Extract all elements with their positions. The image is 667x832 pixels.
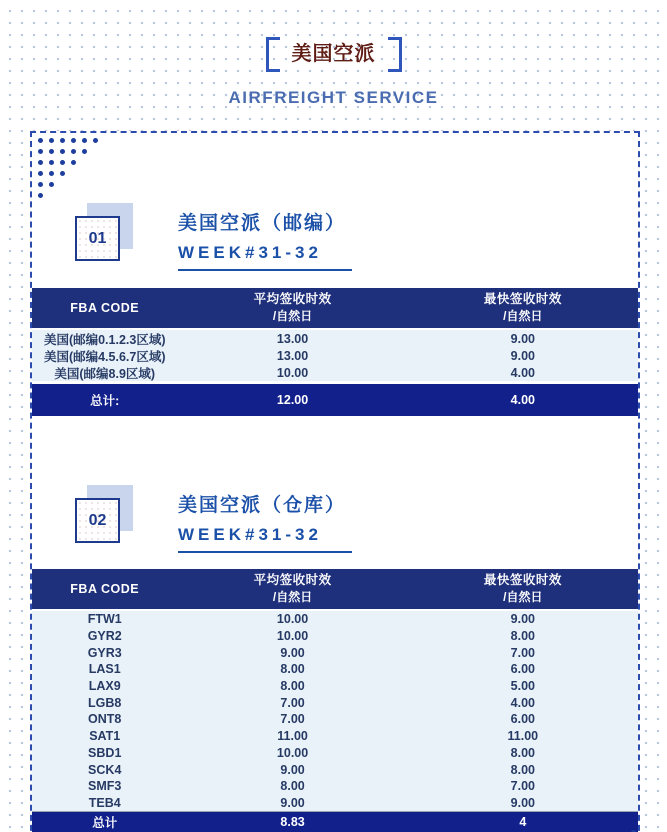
total-fastest-days: 4 bbox=[519, 815, 527, 830]
fastest-days-cell: 8.00 bbox=[510, 745, 535, 760]
header-sublabel: /自然日 bbox=[272, 590, 313, 605]
table-row bbox=[32, 745, 638, 762]
total-avg-days: 8.83 bbox=[280, 815, 305, 830]
avg-days-cell: 9.00 bbox=[280, 645, 305, 660]
fastest-days-cell: 8.00 bbox=[510, 762, 535, 777]
section-titles bbox=[178, 203, 352, 271]
section-warehouse-header bbox=[75, 485, 638, 553]
header-label: 平均签收时效 bbox=[253, 573, 332, 588]
section-number-badge bbox=[75, 485, 133, 543]
page-header bbox=[0, 0, 667, 108]
table-row bbox=[32, 661, 638, 678]
table-body bbox=[32, 330, 638, 381]
fba-code-cell: ONT8 bbox=[88, 712, 122, 727]
fastest-days-cell: 9.00 bbox=[510, 612, 535, 627]
postcode-table bbox=[32, 288, 638, 416]
total-avg-days: 12.00 bbox=[276, 393, 309, 407]
header-label: 最快签收时效 bbox=[483, 292, 562, 307]
fastest-days-cell: 4.00 bbox=[510, 365, 535, 380]
table-row bbox=[32, 778, 638, 795]
fastest-days-cell: 6.00 bbox=[510, 712, 535, 727]
fastest-days-cell: 9.00 bbox=[510, 795, 535, 810]
fba-code-cell: SCK4 bbox=[88, 762, 122, 777]
fastest-days-cell: 9.00 bbox=[510, 331, 535, 346]
fba-code-cell: 美国(邮编0.1.2.3区域) bbox=[43, 332, 166, 347]
corner-dots-top-left-icon bbox=[38, 138, 43, 143]
total-label: 总计 bbox=[92, 816, 118, 831]
bracket-left-icon bbox=[266, 37, 280, 72]
table-row bbox=[32, 628, 638, 645]
avg-days-cell: 9.00 bbox=[280, 795, 305, 810]
header-label: FBA CODE bbox=[70, 581, 140, 596]
table-header-row bbox=[32, 569, 638, 609]
fba-code-cell: GYR2 bbox=[87, 629, 122, 644]
section-week-label: WEEK#31-32 bbox=[178, 243, 352, 271]
avg-days-cell: 13.00 bbox=[276, 331, 309, 346]
section-postcode-header bbox=[75, 203, 638, 271]
avg-days-cell: 13.00 bbox=[276, 348, 309, 363]
fba-code-cell: LGB8 bbox=[88, 695, 122, 710]
table-row bbox=[32, 761, 638, 778]
avg-days-cell: 10.00 bbox=[276, 629, 309, 644]
table-row bbox=[32, 694, 638, 711]
table-row bbox=[32, 795, 638, 812]
table-total-row bbox=[32, 811, 638, 832]
fastest-days-cell: 7.00 bbox=[510, 779, 535, 794]
header-label: 最快签收时效 bbox=[483, 573, 562, 588]
avg-days-cell: 10.00 bbox=[276, 745, 309, 760]
content-box bbox=[30, 131, 640, 832]
fastest-days-cell: 9.00 bbox=[510, 348, 535, 363]
fastest-days-cell: 6.00 bbox=[510, 662, 535, 677]
fba-code-cell: GYR3 bbox=[87, 645, 122, 660]
table-row bbox=[32, 711, 638, 728]
header-cell-avg-days bbox=[177, 288, 407, 328]
header-cell-avg-days bbox=[177, 569, 407, 609]
fba-code-cell: 美国(邮编4.5.6.7区域) bbox=[43, 349, 166, 364]
section-number: 01 bbox=[75, 216, 120, 261]
avg-days-cell: 11.00 bbox=[277, 729, 308, 744]
fba-code-cell: LAX9 bbox=[88, 679, 121, 694]
header-cell-fastest-days bbox=[408, 288, 638, 328]
avg-days-cell: 8.00 bbox=[280, 679, 305, 694]
avg-days-cell: 7.00 bbox=[280, 712, 305, 727]
section-number-badge bbox=[75, 203, 133, 261]
header-cell-fba-code bbox=[32, 288, 177, 328]
section-title: 美国空派（仓库） bbox=[178, 495, 347, 516]
avg-days-cell: 9.00 bbox=[280, 762, 305, 777]
fastest-days-cell: 8.00 bbox=[510, 629, 535, 644]
section-titles bbox=[178, 485, 352, 553]
header-sublabel: /自然日 bbox=[503, 590, 543, 605]
header-label: FBA CODE bbox=[70, 300, 140, 315]
table-row bbox=[32, 364, 638, 381]
avg-days-cell: 8.00 bbox=[280, 662, 305, 677]
fba-code-cell: 美国(邮编8.9区域) bbox=[54, 366, 156, 381]
fba-code-cell: TEB4 bbox=[88, 795, 121, 810]
avg-days-cell: 10.00 bbox=[276, 612, 309, 627]
table-row bbox=[32, 678, 638, 695]
fba-code-cell: SBD1 bbox=[88, 745, 122, 760]
header-cell-fba-code bbox=[32, 569, 177, 609]
header-cell-fastest-days bbox=[408, 569, 638, 609]
avg-days-cell: 10.00 bbox=[276, 365, 309, 380]
fba-code-cell: FTW1 bbox=[87, 612, 122, 627]
section-number: 02 bbox=[75, 498, 120, 543]
table-row bbox=[32, 611, 638, 628]
warehouse-table bbox=[32, 569, 638, 832]
table-row bbox=[32, 347, 638, 364]
section-title: 美国空派（邮编） bbox=[178, 213, 347, 234]
table-header-row bbox=[32, 288, 638, 328]
bracket-right-icon bbox=[388, 37, 402, 72]
page-title: 美国空派 bbox=[291, 43, 376, 65]
avg-days-cell: 7.00 bbox=[280, 695, 305, 710]
fba-code-cell: SMF3 bbox=[88, 779, 122, 794]
table-total-row bbox=[32, 384, 638, 416]
table-row bbox=[32, 728, 638, 745]
header-label: 平均签收时效 bbox=[253, 292, 332, 307]
fastest-days-cell: 4.00 bbox=[510, 695, 535, 710]
section-week-label: WEEK#31-32 bbox=[178, 525, 352, 553]
fastest-days-cell: 7.00 bbox=[510, 645, 535, 660]
fba-code-cell: SAT1 bbox=[89, 729, 121, 744]
header-sublabel: /自然日 bbox=[503, 309, 543, 324]
fastest-days-cell: 5.00 bbox=[510, 679, 535, 694]
page-subtitle: AIRFREIGHT SERVICE bbox=[228, 88, 439, 107]
table-body bbox=[32, 611, 638, 811]
fba-code-cell: LAS1 bbox=[88, 662, 121, 677]
table-row bbox=[32, 330, 638, 347]
total-label: 总计: bbox=[90, 394, 120, 408]
brand-title-frame bbox=[266, 37, 402, 72]
avg-days-cell: 8.00 bbox=[280, 779, 305, 794]
fastest-days-cell: 11.00 bbox=[507, 729, 539, 744]
table-row bbox=[32, 644, 638, 661]
header-sublabel: /自然日 bbox=[272, 309, 313, 324]
total-fastest-days: 4.00 bbox=[510, 393, 535, 407]
